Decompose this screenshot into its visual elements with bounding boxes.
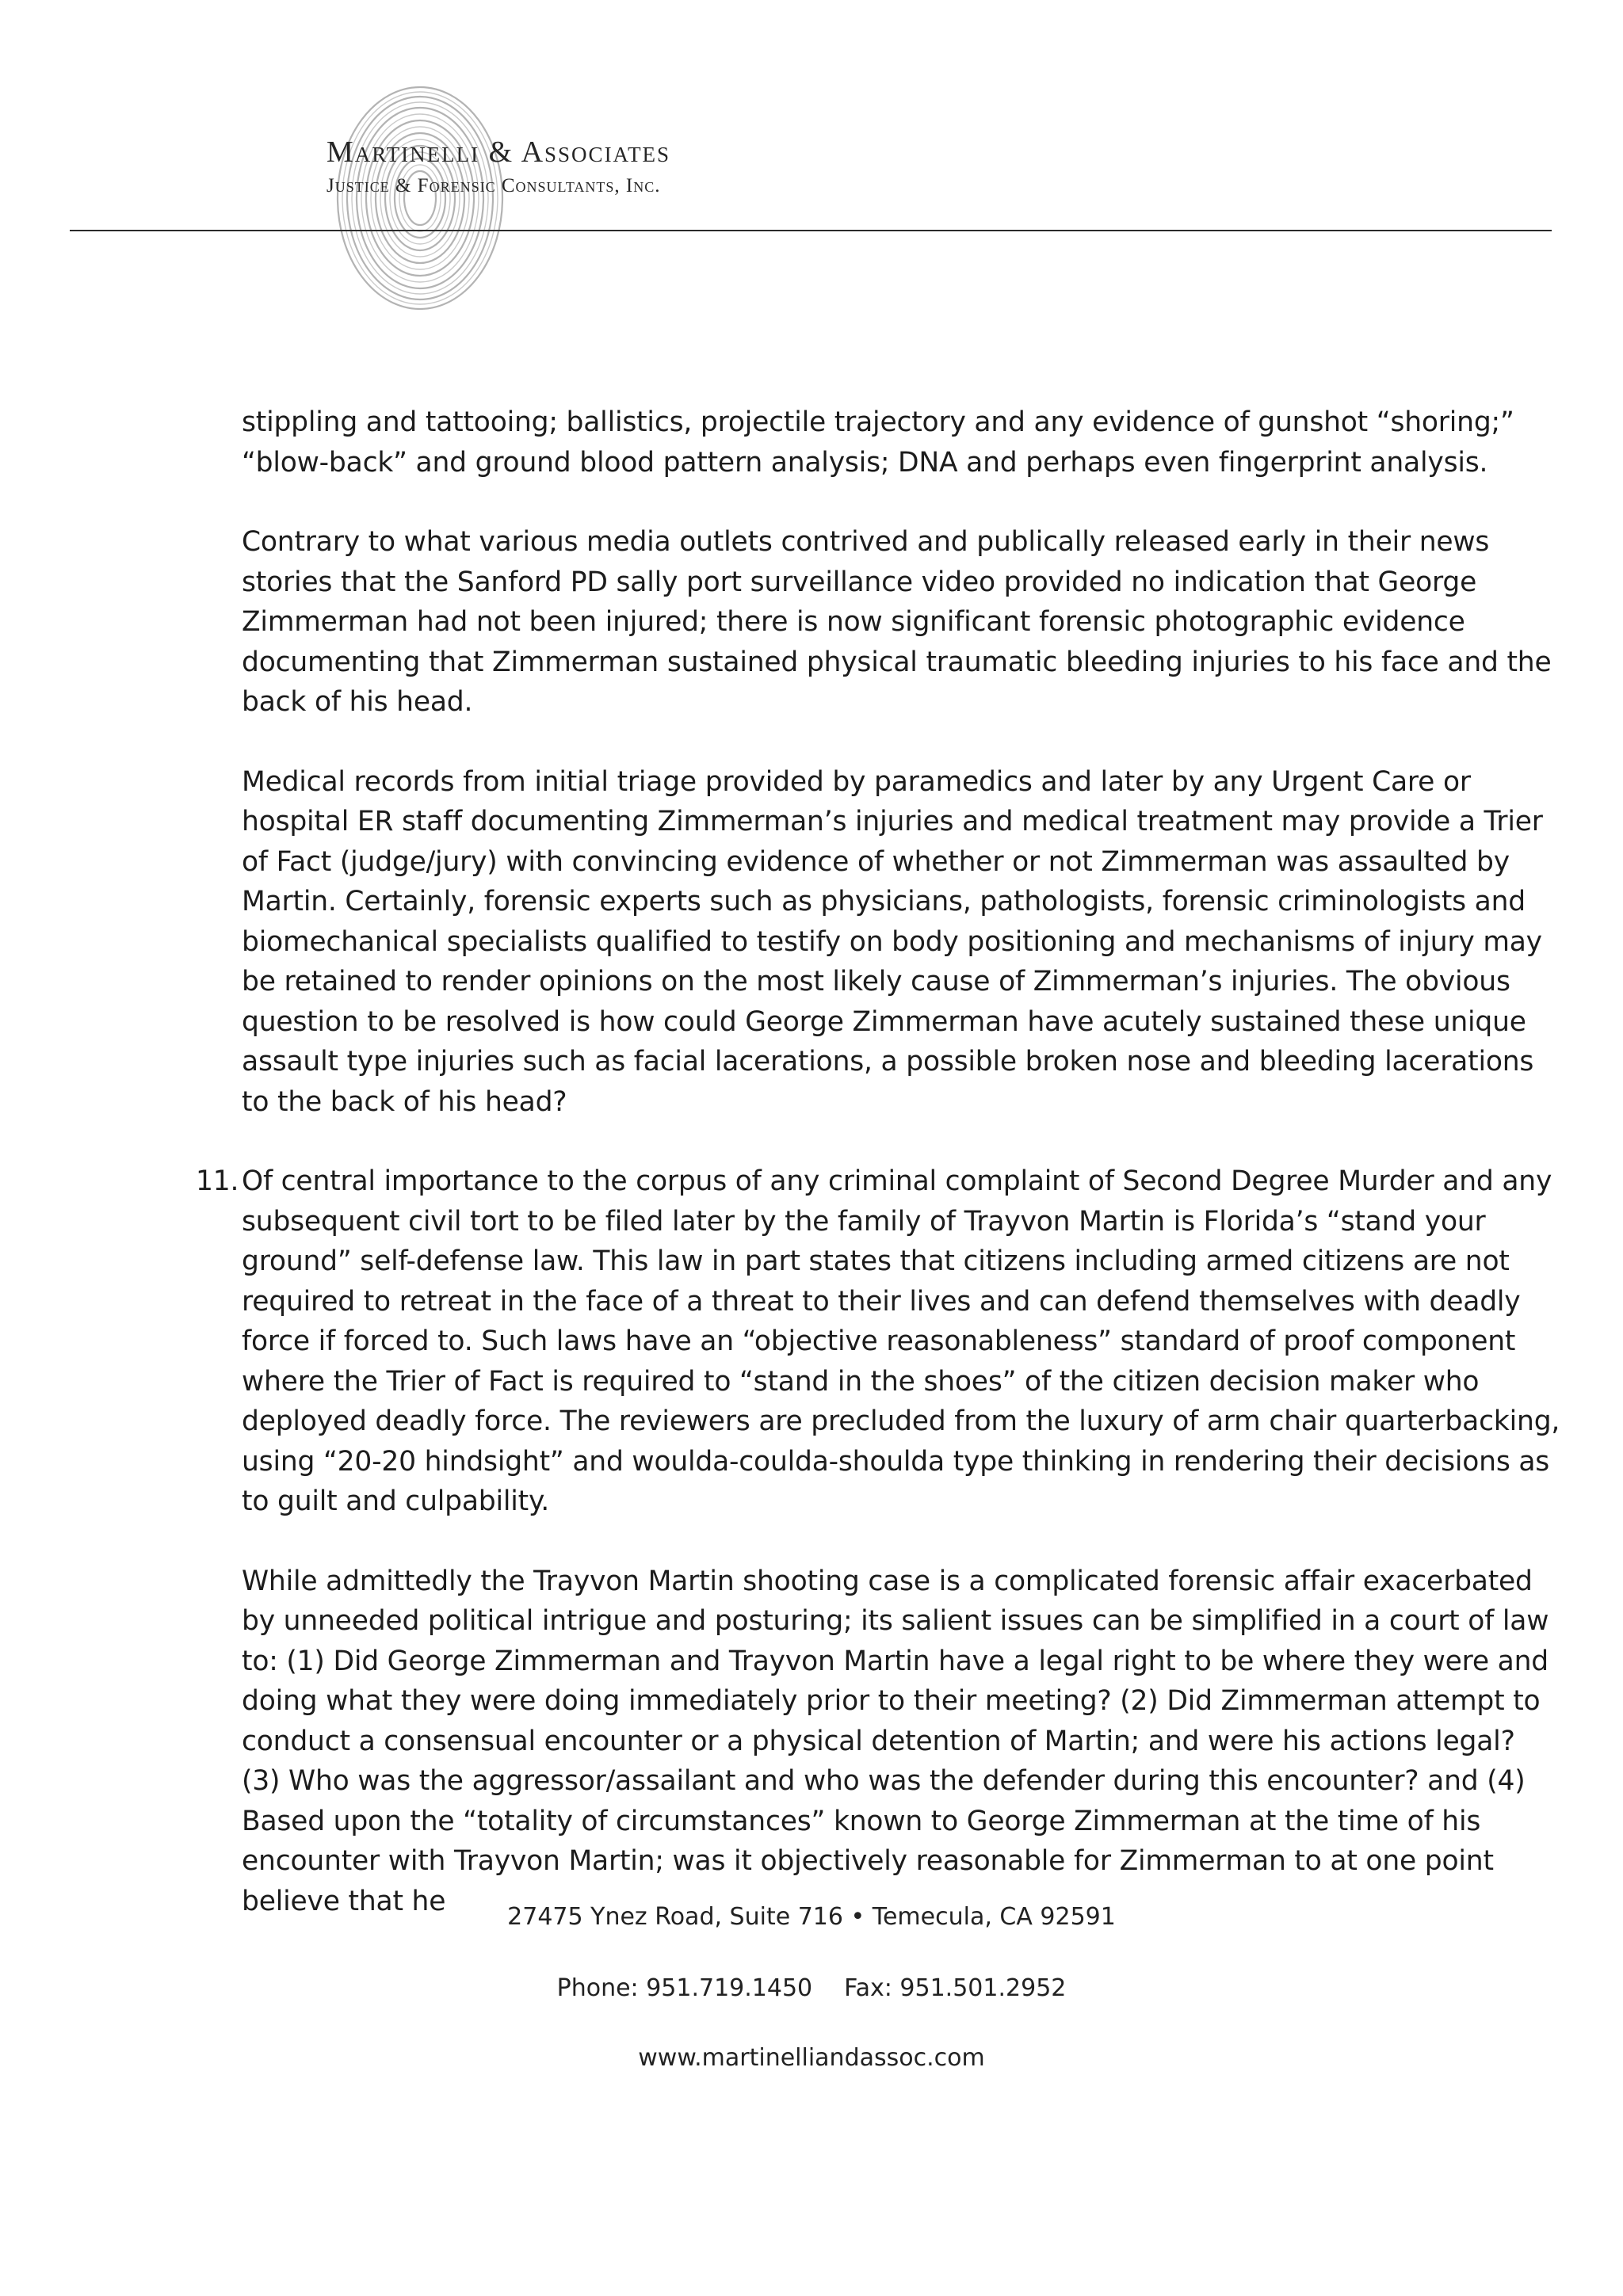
item-number: 11.: [196, 1165, 239, 1197]
paragraph: Contrary to what various media outlets contrived and publically released early in their news stories that the Sanford PD sally port surveillance video provided no indication that George Zimmerman had not been injured; there is now significant forensic photographic evidence documenting that Zimmerman sustained physical traumatic bleeding injuries to his face and the back of his head.: [242, 526, 1552, 718]
footer-website: www.martinelliandassoc.com: [638, 2044, 985, 2072]
paragraph: While admittedly the Trayvon Martin shooting case is a complicated forensic affair exacerbated by unneeded political intrigue and posturing; its salient issues can be simplified in a court of law to: (1) Did George Zimmerman and Trayvon Martin have a legal right to be where they were and doing what they were doing immediately prior to their meeting? (2) Did Zimmerman attempt to conduct a consensual encounter or a physical detention of Martin; and were his actions legal? (3) Who was the aggressor/assailant and who was the defender during this encounter? and (4) Based upon the “totality of circumstances” known to George Zimmerman at the time of his encounter with Trayvon Martin; was it objectively reasonable for Zimmerman to at one point believe that he: [242, 1565, 1549, 1917]
paragraph: stippling and tattooing; ballistics, projectile trajectory and any evidence of gunshot “shoring;” “blow-back” and ground blood pattern analysis; DNA and perhaps even fingerprint analysis.: [242, 406, 1514, 479]
paragraph: Medical records from initial triage provided by paramedics and later by any Urgent Care or hospital ER staff documenting Zimmerman’s injuries and medical treatment may provide a Trier of Fact (judge/jury) with convincing evidence of whether or not Zimmerman was assaulted by Martin. Certainly, forensic experts such as physicians, pathologists, forensic criminologists and biomechanical specialists qualified to testify on body positioning and mechanisms of injury may be retained to render opinions on the most likely cause of Zimmerman’s injuries. The obvious question to be resolved is how could George Zimmerman have acutely sustained these unique assault type injuries such as facial lacerations, a possible broken nose and bleeding lacerations to the back of his head?: [242, 765, 1543, 1118]
item-text: Of central importance to the corpus of any criminal complaint of Second Degree Murder and any subsequent civil tort to be filed later by the family of Trayvon Martin is Florida’s “stand your ground” self-defense law. This law in part states that citizens including armed citizens are not required to retreat in the face of a threat to their lives and can defend themselves with deadly force if forced to. Such laws have an “objective reasonableness” standard of proof component where the Trier of Fact is required to “stand in the shoes” of the citizen decision maker who deployed deadly force. The reviewers are precluded from the luxury of arm chair quarterbacking, using “20-20 hindsight” and woulda-coulda-shoulda type thinking in rendering their decisions as to guilt and culpability.: [242, 1165, 1560, 1517]
firm-tagline: Justice & Forensic Consultants, Inc.: [327, 175, 661, 196]
footer-fax: Fax: 951.501.2952: [844, 1974, 1067, 2002]
letterhead: [0, 0, 1623, 333]
footer-phone: Phone: 951.719.1450: [556, 1974, 813, 2002]
fingerprint-icon: [301, 79, 539, 317]
footer-address: 27475 Ynez Road, Suite 716 • Temecula, CA 92591: [507, 1903, 1116, 1931]
footer-contact: [0, 1974, 1623, 2002]
letterhead-divider: [70, 230, 1552, 231]
numbered-item: [196, 1161, 1561, 1522]
firm-name: Martinelli & Associates: [327, 135, 671, 169]
letter-body: [196, 402, 1561, 1961]
